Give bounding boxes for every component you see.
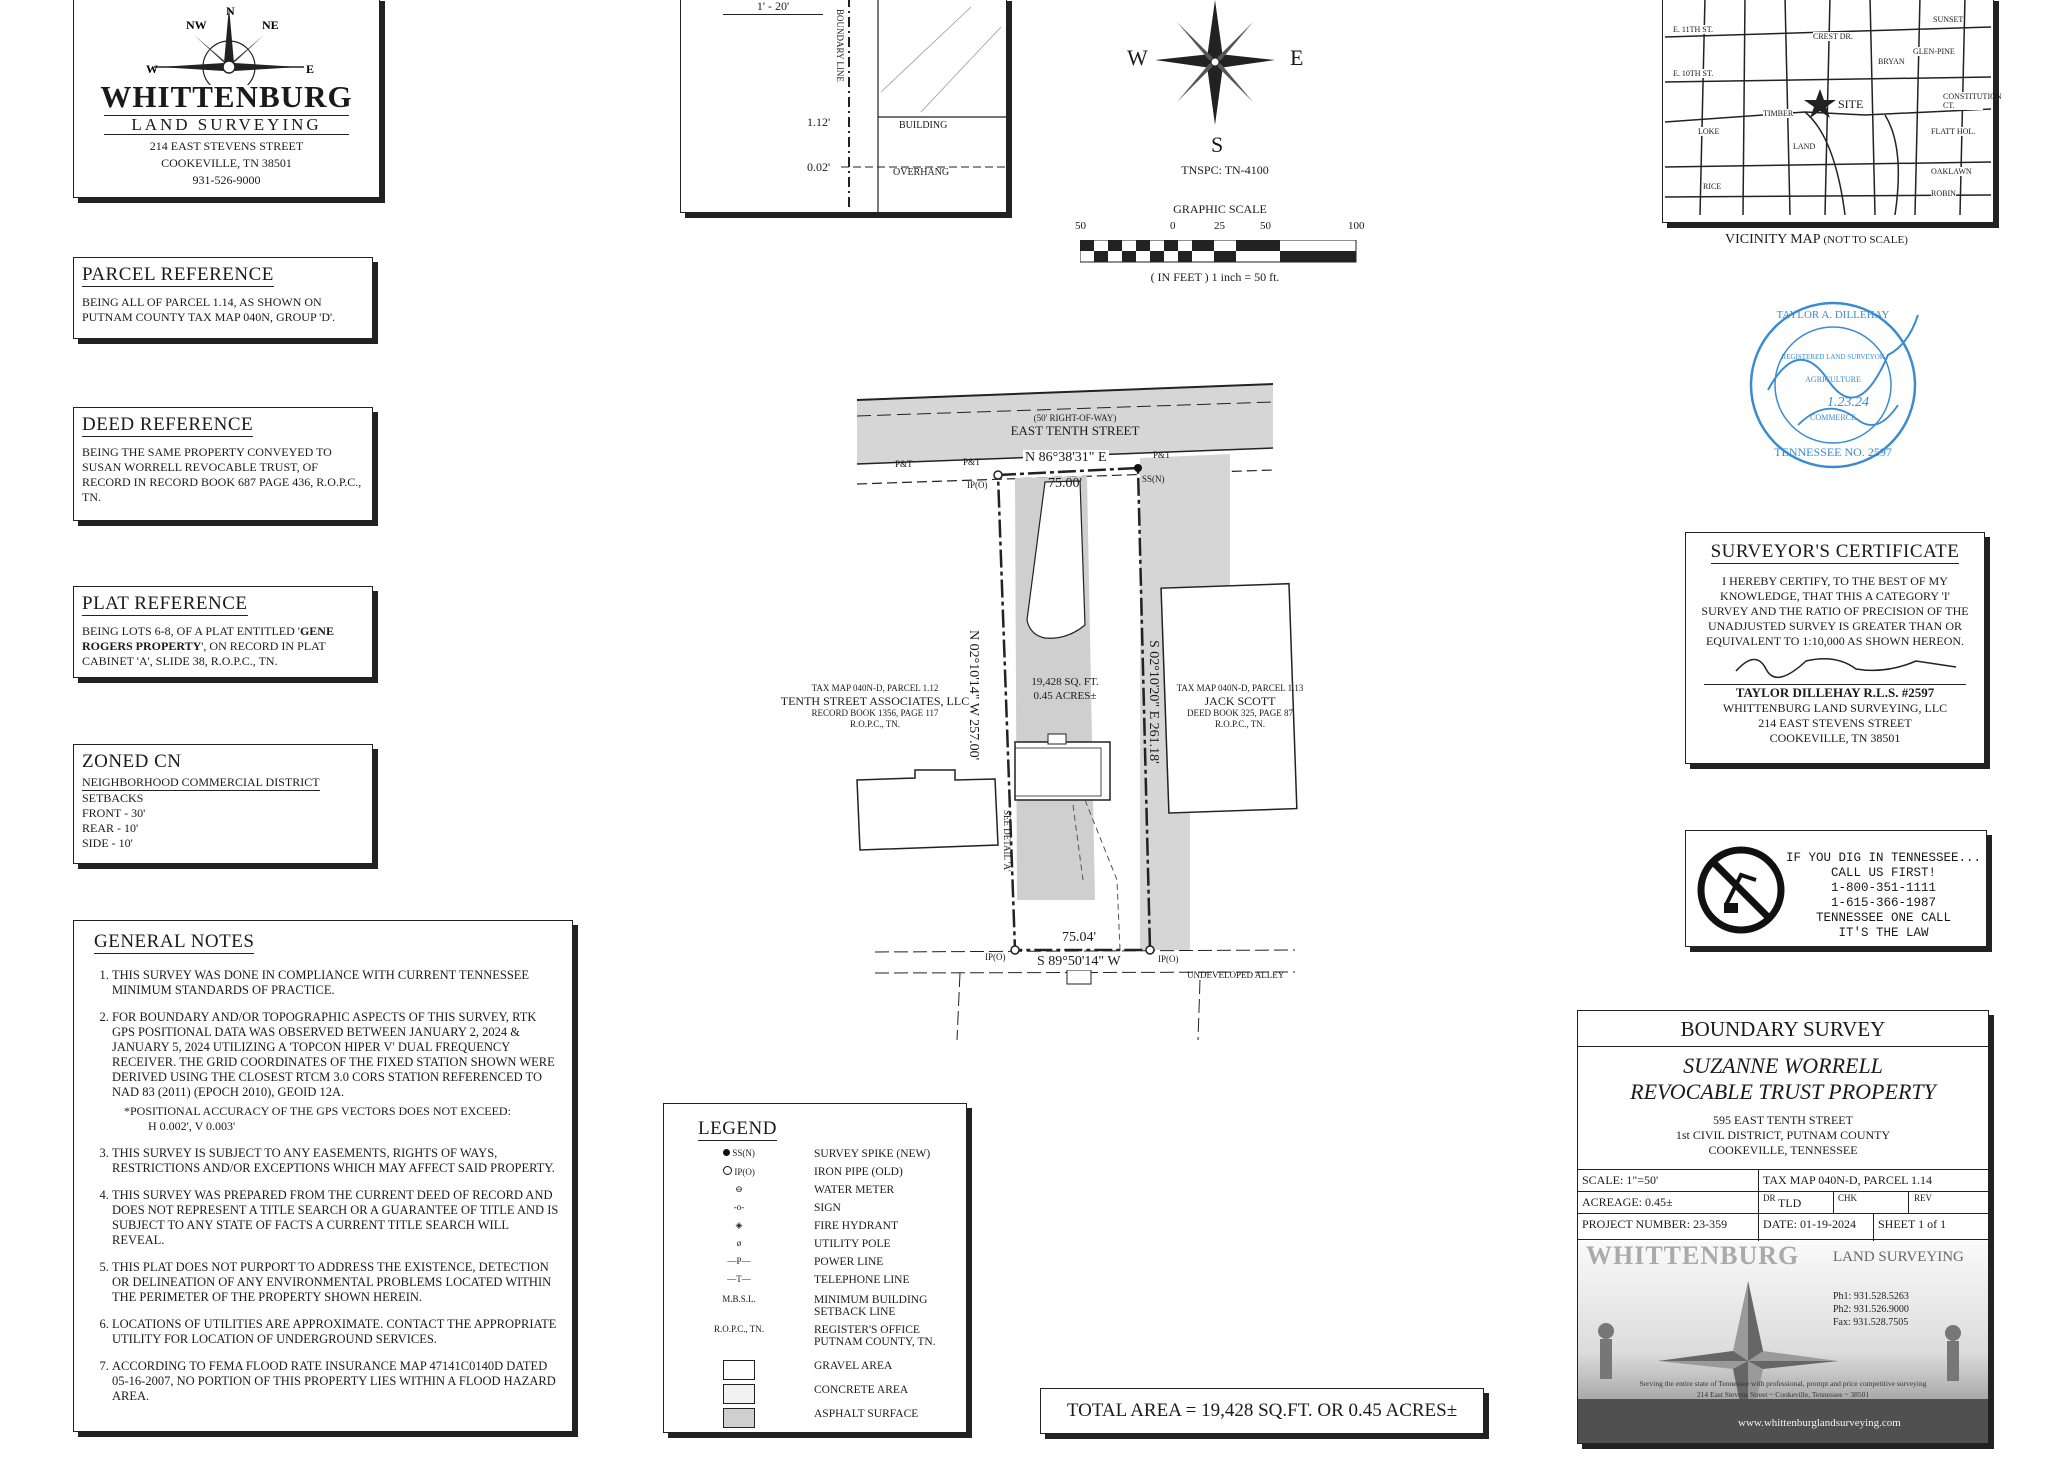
- legend-item: ⊖ WATER METER: [694, 1184, 994, 1200]
- company-city: COOKEVILLE, TN 38501: [161, 156, 292, 170]
- plan-right-book: DEED BOOK 325, PAGE 87: [1187, 708, 1293, 718]
- plan-area-acres: 0.45 ACRES±: [1033, 690, 1097, 702]
- plan-pt-3: P&T: [1153, 450, 1171, 460]
- asphalt-swatch: [723, 1408, 755, 1428]
- vicinity-street-12: BRYAN: [1878, 57, 1905, 66]
- north-arrow-s: S: [1211, 132, 1224, 157]
- logo-title: WHITTENBURG: [1586, 1241, 1800, 1270]
- seal-bottom: TENNESSEE NO. 2597: [1774, 445, 1892, 459]
- compass-rose-icon: [134, 5, 324, 85]
- general-note-item: 4. THIS SURVEY WAS PREPARED FROM THE CURRENT DEED OF RECORD AND DOES NOT REPRESENT A TITLE SEARCH OR A GUARANTEE OF TITLE AND IS SUBJECT TO ANY STATE OF FACTS A CURRENT TITLE SEARCH WILL REVEAL.: [112, 1188, 562, 1248]
- legend-item: -o- SIGN: [694, 1202, 994, 1218]
- plan-left-book: RECORD BOOK 1356, PAGE 117: [811, 708, 939, 718]
- plan-see-detail: SEE DETAIL 'A': [1002, 810, 1012, 872]
- certificate-company: WHITTENBURG LAND SURVEYING, LLC: [1722, 701, 1948, 715]
- plan-left-owner: TENTH STREET ASSOCIATES, LLC: [780, 694, 970, 708]
- general-note-item: 2. FOR BOUNDARY AND/OR TOPOGRAPHIC ASPECTS OF THIS SURVEY, RTK GPS POSITIONAL DATA WAS OBSERVED BETWEEN JANUARY 2, 2024 & JANUARY 5, 2024 UTILIZING A 'TOPCON HIPER V' DUAL FREQUENCY RECEIVER. THE GRID COORDINATES OF THE FIXED STATION SHOWN WERE DERIVED USING THE CLOSEST RTCM 3.0 CORS STATION REFERENCED TO NAD 83 (2011) (EPOCH 2010), GEOID 12A.: [112, 1010, 562, 1100]
- gps-accuracy-note: *POSITIONAL ACCURACY OF THE GPS VECTORS DOES NOT EXCEED:: [124, 1104, 511, 1118]
- scale-bar: [1080, 240, 1370, 266]
- site-plan: [780, 380, 1315, 1040]
- title-date: DATE: 01-19-2024: [1763, 1217, 1856, 1231]
- legend-item: ASPHALT SURFACE: [694, 1408, 994, 1424]
- surveyor-seal: [1738, 295, 1928, 475]
- plan-west-bearing: N 02°10'14" W 257.00': [966, 630, 981, 761]
- legend-item: —T— TELEPHONE LINE: [727, 1274, 910, 1286]
- legend-item: GRAVEL AREA: [694, 1360, 994, 1376]
- graphic-scale-title: GRAPHIC SCALE: [1173, 202, 1267, 216]
- no-dig-icon: [1696, 845, 1786, 935]
- legend-item: R.O.P.C., TN. REGISTER'S OFFICE PUTNAM COUNTY, TN.: [713, 1324, 936, 1348]
- company-name: WHITTENBURG: [100, 79, 353, 114]
- compass-w: W: [146, 62, 158, 76]
- detail-overhang: OVERHANG: [893, 167, 950, 178]
- title-project: PROJECT NUMBER: 23-359: [1582, 1217, 1728, 1231]
- vicinity-street-3: TIMBER: [1763, 109, 1794, 118]
- vicinity-street-1: E. 11TH ST.: [1673, 25, 1713, 34]
- parcel-reference-title: PARCEL REFERENCE: [82, 264, 274, 285]
- plan-ip-nw: IP(O): [967, 480, 988, 490]
- title-dr: TLD: [1778, 1196, 1802, 1210]
- plan-left-taxmap: TAX MAP 040N-D, PARCEL 1.12: [811, 683, 939, 693]
- title-scale: SCALE: 1"=50': [1582, 1173, 1659, 1187]
- north-arrow-icon: [1155, 0, 1275, 130]
- plat-reference-text: BEING LOTS 6-8, OF A PLAT ENTITLED 'GENE ROGERS PROPERTY', ON RECORD IN PLAT CABINET 'A', SLIDE 38, R.O.P.C., TN.: [82, 624, 334, 668]
- detail-scale: 1' - 20': [723, 0, 823, 15]
- scale-tick-2: 25: [1214, 220, 1225, 232]
- vicinity-street-14: LOKE: [1698, 127, 1720, 136]
- deed-reference-box: [73, 407, 373, 521]
- company-phone: 931-526-9000: [192, 173, 261, 187]
- gps-accuracy-values: H 0.002', V 0.003': [148, 1119, 236, 1133]
- legend-item: CONCRETE AREA: [694, 1384, 994, 1400]
- legend-title: LEGEND: [698, 1118, 777, 1139]
- detail-dim-building: 1.12': [807, 115, 831, 129]
- certificate-text: I HEREBY CERTIFY, TO THE BEST OF MY KNOWLEDGE, THAT THIS A CATEGORY 'I' SURVEY AND THE RATIO OF PRECISION OF THE UNADJUSTED SURVEY IS GREATER THAN OR EQUIVALENT TO 1:10,000 AS SHOWN HEREON.: [1701, 574, 1969, 648]
- plan-south-distance: 75.04': [1062, 930, 1097, 945]
- title-address: 595 EAST TENTH STREET: [1713, 1113, 1853, 1127]
- seal-ag: AGRICULTURE: [1805, 375, 1861, 384]
- logo-tagline: Serving the entire state of Tennessee with professional, prompt and price competitive surveying: [1639, 1379, 1927, 1388]
- plan-east-bearing: S 02°10'20" E 261.18': [1146, 640, 1161, 764]
- general-note-item: 6. LOCATIONS OF UTILITIES ARE APPROXIMATE. CONTACT THE APPROPRIATE UTILITY FOR LOCATION OF UNDERGROUND SERVICES.: [112, 1317, 562, 1347]
- title-owner-2: REVOCABLE TRUST PROPERTY: [1630, 1079, 1936, 1104]
- compass-n: N: [226, 5, 235, 18]
- title-block: [1577, 1010, 1989, 1444]
- logo-website: www.whittenburglandsurveying.com: [1738, 1417, 1901, 1429]
- title-city: COOKEVILLE, TENNESSEE: [1708, 1143, 1858, 1157]
- call-before-dig-box: [1685, 830, 1987, 947]
- deed-reference-text: BEING THE SAME PROPERTY CONVEYED TO SUSAN WORRELL REVOCABLE TRUST, OF RECORD IN RECORD BOOK 687 PAGE 436, R.O.P.C., TN.: [82, 445, 362, 504]
- total-area-text: TOTAL AREA = 19,428 SQ.FT. OR 0.45 ACRES±: [1066, 1400, 1458, 1421]
- plan-pt-2: P&T: [963, 457, 981, 467]
- plan-north-bearing: N 86°38'31" E: [1025, 450, 1107, 465]
- compass-ne: NE: [262, 18, 279, 32]
- zoning-side: SIDE - 10': [82, 836, 133, 850]
- compass-e: E: [306, 62, 315, 76]
- deed-reference-title: DEED REFERENCE: [82, 414, 254, 435]
- detail-a-box: [680, 0, 1007, 213]
- title-acreage: ACREAGE: 0.45±: [1582, 1195, 1673, 1209]
- seal-date: 1.23.24: [1827, 395, 1869, 410]
- general-notes-title: GENERAL NOTES: [94, 931, 255, 952]
- vicinity-street-13: RICE: [1703, 182, 1722, 191]
- legend-item: SS(N) SURVEY SPIKE (NEW): [694, 1148, 994, 1164]
- plan-north-distance: 75.00': [1048, 476, 1083, 491]
- general-note-item: 5. THIS PLAT DOES NOT PURPORT TO ADDRESS THE EXISTENCE, DETECTION OR DELINEATION OF ANY ENVIRONMENTAL PROBLEMS LOCATED WITHIN THE PERIMETER OF THE PROPERTY SHOWN HEREIN.: [112, 1260, 562, 1305]
- general-note-item: 7. ACCORDING TO FEMA FLOOD RATE INSURANCE MAP 47141C0140D DATED 05-16-2007, NO PORTION OF THIS PROPERTY LIES WITHIN A FLOOD HAZARD AREA.: [112, 1359, 562, 1404]
- seal-top: TAYLOR A. DILLEHAY: [1776, 309, 1890, 321]
- plan-row-label: (50' RIGHT-OF-WAY): [1033, 413, 1117, 423]
- legend-item: IP(O) IRON PIPE (OLD): [694, 1166, 994, 1182]
- plan-area-sqft: 19,428 SQ. FT.: [1031, 676, 1099, 688]
- legend-list: [694, 1148, 964, 1428]
- plan-pt-1: P&T: [895, 459, 913, 469]
- surveyor-certificate-box: [1685, 532, 1985, 764]
- zoning-setbacks: SETBACKS: [82, 791, 144, 805]
- title-dr-label: DR: [1763, 1193, 1776, 1203]
- legend-box: [663, 1103, 967, 1433]
- seal-com: COMMERCE: [1810, 413, 1856, 422]
- plan-ip-sw: IP(O): [985, 952, 1006, 962]
- general-note-item: 3. THIS SURVEY IS SUBJECT TO ANY EASEMENTS, RIGHTS OF WAYS, RESTRICTIONS AND/OR EXCEPTIONS WHICH MAY AFFECT SAID PROPERTY.: [112, 1146, 562, 1176]
- plat-reference-title: PLAT REFERENCE: [82, 593, 248, 614]
- scale-tick-0: 50: [1075, 220, 1086, 232]
- general-notes-list: [84, 968, 562, 1404]
- vicinity-street-10: OAKLAWN: [1931, 167, 1972, 176]
- vicinity-street-9: FLATT HOL.: [1931, 127, 1976, 136]
- scale-tick-4: 100: [1348, 220, 1365, 232]
- north-arrow: [1115, 0, 1325, 180]
- detail-dim-overhang: 0.02': [807, 160, 831, 174]
- dig-text: IF YOU DIG IN TENNESSEE... CALL US FIRST! 1-800-351-1111 1-615-366-1987 TENNESSEE ONE CALL IT'S THE LAW: [1785, 851, 1982, 940]
- vicinity-street-5: CREST DR.: [1813, 32, 1853, 41]
- logo-subtitle: LAND SURVEYING: [1833, 1249, 1964, 1265]
- plat-reference-box: [73, 586, 373, 678]
- title-district: 1st CIVIL DISTRICT, PUTNAM COUNTY: [1675, 1128, 1891, 1142]
- logo-tagline-2: 214 East Stevens Street ~ Cookeville, Tennessee ~ 38501: [1696, 1390, 1870, 1399]
- title-chk: CHK: [1838, 1193, 1858, 1203]
- plan-right-taxmap: TAX MAP 040N-D, PARCEL 1.13: [1176, 683, 1304, 693]
- company-sub: LAND SURVEYING: [104, 115, 349, 135]
- certificate-city: COOKEVILLE, TN 38501: [1769, 731, 1901, 745]
- north-arrow-e: E: [1290, 45, 1304, 70]
- plan-south-bearing: S 89°50'14" W: [1037, 954, 1121, 969]
- surveyor-signature: [1696, 649, 1976, 679]
- graphic-scale-caption: ( IN FEET ) 1 inch = 50 ft.: [1150, 270, 1280, 284]
- certificate-street: 214 EAST STEVENS STREET: [1758, 716, 1912, 730]
- utility-pole-icon: ø: [736, 1238, 742, 1248]
- plan-alley-label: UNDEVELOPED ALLEY: [1187, 970, 1285, 980]
- legend-item: M.B.S.L. MINIMUM BUILDING SETBACK LINE: [722, 1294, 928, 1318]
- detail-boundary-label: BOUNDARY LINE: [835, 9, 845, 82]
- water-meter-icon: ⊖: [735, 1184, 743, 1194]
- vicinity-map-label: VICINITY MAP (NOT TO SCALE): [1725, 232, 1908, 247]
- scale-tick-1: 0: [1170, 220, 1176, 232]
- certificate-name: TAYLOR DILLEHAY R.L.S. #2597: [1704, 684, 1966, 701]
- vicinity-site-label: SITE: [1838, 97, 1864, 111]
- scale-tick-3: 50: [1260, 220, 1271, 232]
- zoning-district: NEIGHBORHOOD COMMERCIAL DISTRICT: [82, 775, 320, 789]
- total-area-box: [1040, 1388, 1484, 1434]
- vicinity-street-6: SUNSET: [1933, 15, 1964, 24]
- parcel-reference-text: BEING ALL OF PARCEL 1.14, AS SHOWN ON PUTNAM COUNTY TAX MAP 040N, GROUP 'D'.: [82, 295, 336, 324]
- parcel-reference-box: [73, 257, 373, 339]
- certificate-title: SURVEYOR'S CERTIFICATE: [1710, 541, 1960, 562]
- vicinity-street-7: GLEN-PINE: [1913, 47, 1955, 56]
- company-street: 214 EAST STEVENS STREET: [149, 139, 304, 153]
- vicinity-map-box: [1662, 0, 2002, 223]
- plan-right-owner: JACK SCOTT: [1204, 694, 1276, 708]
- sign-icon: -o-: [733, 1202, 745, 1212]
- plan-right-ropc: R.O.P.C., TN.: [1214, 719, 1266, 729]
- gravel-swatch: [723, 1360, 755, 1380]
- fire-hydrant-icon: ◈: [735, 1220, 743, 1230]
- logo-phone-2: Ph2: 931.526.9000: [1833, 1304, 1909, 1315]
- logo-star-graphic: [1578, 1241, 1988, 1443]
- company-logo-box: [73, 0, 380, 198]
- zoning-rear: REAR - 10': [82, 821, 139, 835]
- general-note-item: 1. THIS SURVEY WAS DONE IN COMPLIANCE WITH CURRENT TENNESSEE MINIMUM STANDARDS OF PRACTICE.: [112, 968, 562, 998]
- plan-street-name: EAST TENTH STREET: [1010, 423, 1140, 438]
- concrete-swatch: [723, 1384, 755, 1404]
- plan-left-ropc: R.O.P.C., TN.: [849, 719, 901, 729]
- legend-item: ø UTILITY POLE: [694, 1238, 994, 1254]
- title-taxmap: TAX MAP 040N-D, PARCEL 1.14: [1763, 1173, 1933, 1187]
- zoning-front: FRONT - 30': [82, 806, 146, 820]
- zoning-title: ZONED CN: [82, 751, 182, 772]
- vicinity-street-4: LAND: [1793, 142, 1816, 151]
- graphic-scale: [1070, 200, 1390, 290]
- zoning-box: [73, 744, 373, 864]
- logo-phone-1: Ph1: 931.528.5263: [1833, 1291, 1909, 1302]
- vicinity-street-11: ROBIN: [1931, 189, 1956, 198]
- title-rev: REV: [1914, 1193, 1932, 1203]
- title-logo-banner: [1578, 1241, 1988, 1443]
- compass-nw: NW: [186, 18, 207, 32]
- legend-item: —P— POWER LINE: [727, 1256, 884, 1268]
- title-block-heading: BOUNDARY SURVEY: [1680, 1017, 1886, 1041]
- vicinity-street-2: E. 10TH ST.: [1673, 69, 1714, 78]
- legend-item: ◈ FIRE HYDRANT: [694, 1220, 994, 1236]
- plan-ss-ne: SS(N): [1142, 474, 1165, 484]
- title-sheet: SHEET 1 of 1: [1878, 1217, 1947, 1231]
- vicinity-street-8: CONSTITUTION CT.: [1943, 92, 2002, 110]
- north-arrow-w: W: [1127, 45, 1148, 70]
- tnspc-label: TNSPC: TN-4100: [1181, 163, 1269, 177]
- title-owner-1: SUZANNE WORRELL: [1683, 1053, 1883, 1078]
- plan-ip-se: IP(O): [1158, 954, 1179, 964]
- seal-mid: REGISTERED LAND SURVEYOR: [1781, 353, 1885, 361]
- general-notes-box: [73, 920, 573, 1432]
- logo-fax: Fax: 931.528.7505: [1833, 1317, 1909, 1328]
- detail-building: BUILDING: [899, 120, 948, 131]
